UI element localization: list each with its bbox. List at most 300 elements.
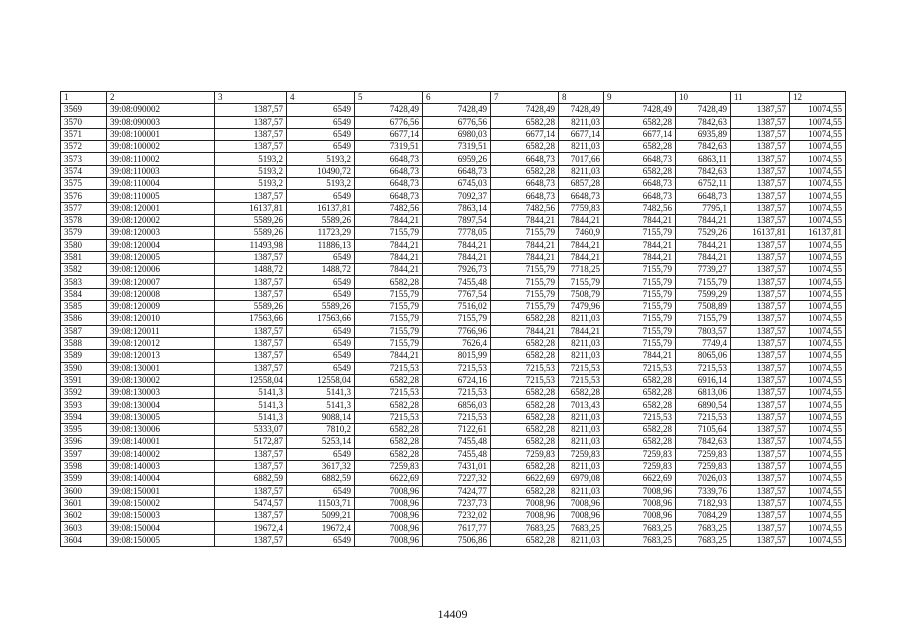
value-cell: 1387,57 (215, 362, 287, 374)
value-cell: 7428,49 (604, 104, 676, 116)
value-cell: 7215,53 (559, 374, 604, 386)
value-cell: 5589,26 (215, 301, 287, 313)
row-number-cell: 3593 (61, 399, 107, 411)
row-number-cell: 3586 (61, 313, 107, 325)
value-cell: 6549 (287, 190, 355, 202)
value-cell: 7227,32 (423, 473, 491, 485)
cadastral-number-cell: 39:08:100002 (107, 141, 215, 153)
row-number-cell: 3589 (61, 350, 107, 362)
value-cell: 5589,26 (215, 214, 287, 226)
value-cell: 1387,57 (731, 399, 790, 411)
value-cell: 6582,28 (491, 424, 559, 436)
row-number-cell: 3604 (61, 534, 107, 546)
value-cell: 5172,87 (215, 436, 287, 448)
value-cell: 7259,83 (355, 460, 423, 472)
value-cell: 1387,57 (731, 510, 790, 522)
value-cell: 7778,05 (423, 227, 491, 239)
value-cell: 7516,02 (423, 301, 491, 313)
value-cell: 16137,81 (287, 202, 355, 214)
row-number-cell: 3581 (61, 251, 107, 263)
value-cell: 10490,72 (287, 165, 355, 177)
row-number-cell: 3574 (61, 165, 107, 177)
cadastral-number-cell: 39:08:140001 (107, 436, 215, 448)
row-number-cell: 3570 (61, 116, 107, 128)
value-cell: 6582,28 (355, 399, 423, 411)
cadastral-number-cell: 39:08:130006 (107, 424, 215, 436)
value-cell: 7215,53 (604, 362, 676, 374)
table-row (61, 337, 846, 349)
value-cell: 7844,21 (676, 239, 731, 251)
cadastral-number-cell: 39:08:150004 (107, 522, 215, 534)
value-cell: 6582,28 (355, 374, 423, 386)
value-cell: 17563,66 (215, 313, 287, 325)
value-cell: 7339,76 (676, 485, 731, 497)
table-row (61, 165, 846, 177)
value-cell: 7155,79 (491, 301, 559, 313)
row-number-cell: 3598 (61, 460, 107, 472)
value-cell: 6582,28 (604, 399, 676, 411)
value-cell: 6582,28 (604, 387, 676, 399)
value-cell: 6582,28 (604, 424, 676, 436)
cadastral-number-cell: 39:08:120011 (107, 325, 215, 337)
value-cell: 6549 (287, 325, 355, 337)
value-cell: 10074,55 (790, 337, 846, 349)
cadastral-number-cell: 39:08:130002 (107, 374, 215, 386)
value-cell: 6549 (287, 448, 355, 460)
value-cell: 6776,56 (355, 116, 423, 128)
value-cell: 7844,21 (423, 251, 491, 263)
value-cell: 10074,55 (790, 534, 846, 546)
value-cell: 1387,57 (731, 424, 790, 436)
value-cell: 1387,57 (215, 337, 287, 349)
value-cell: 8211,03 (559, 460, 604, 472)
value-cell: 6677,14 (491, 128, 559, 140)
value-cell: 7455,48 (423, 436, 491, 448)
value-cell: 9088,14 (287, 411, 355, 423)
value-cell: 11886,13 (287, 239, 355, 251)
value-cell: 7739,27 (676, 264, 731, 276)
row-number-cell: 3597 (61, 448, 107, 460)
row-number-cell: 3591 (61, 374, 107, 386)
value-cell: 7259,83 (491, 448, 559, 460)
value-cell: 1387,57 (731, 325, 790, 337)
value-cell: 6648,73 (604, 178, 676, 190)
value-cell: 1387,57 (731, 337, 790, 349)
table-row (61, 239, 846, 251)
value-cell: 10074,55 (790, 116, 846, 128)
value-cell: 7844,21 (604, 251, 676, 263)
value-cell: 1387,57 (215, 116, 287, 128)
value-cell: 7766,96 (423, 325, 491, 337)
value-cell: 7844,21 (559, 325, 604, 337)
value-cell: 1387,57 (731, 104, 790, 116)
value-cell: 6677,14 (355, 128, 423, 140)
value-cell: 6622,69 (355, 473, 423, 485)
value-cell: 6549 (287, 534, 355, 546)
value-cell: 6677,14 (559, 128, 604, 140)
row-number-cell: 3573 (61, 153, 107, 165)
value-cell: 6582,28 (491, 399, 559, 411)
value-cell: 10074,55 (790, 460, 846, 472)
table-row (61, 276, 846, 288)
cadastral-number-cell: 39:08:120007 (107, 276, 215, 288)
value-cell: 7844,21 (604, 350, 676, 362)
value-cell: 7599,29 (676, 288, 731, 300)
value-cell: 7008,96 (604, 510, 676, 522)
value-cell: 10074,55 (790, 202, 846, 214)
table-row (61, 104, 846, 116)
value-cell: 6549 (287, 337, 355, 349)
value-cell: 6549 (287, 141, 355, 153)
value-cell: 7008,96 (355, 497, 423, 509)
value-cell: 10074,55 (790, 497, 846, 509)
value-cell: 8211,03 (559, 411, 604, 423)
value-cell: 7795,1 (676, 202, 731, 214)
value-cell: 6582,28 (491, 436, 559, 448)
value-cell: 1387,57 (731, 387, 790, 399)
value-cell: 1387,57 (731, 128, 790, 140)
value-cell: 6648,73 (355, 178, 423, 190)
value-cell: 6882,59 (287, 473, 355, 485)
value-cell: 10074,55 (790, 165, 846, 177)
cadastral-number-cell: 39:08:120002 (107, 214, 215, 226)
cadastral-number-cell: 39:08:130003 (107, 387, 215, 399)
value-cell: 10074,55 (790, 190, 846, 202)
value-cell: 1387,57 (731, 153, 790, 165)
value-cell: 5193,2 (287, 178, 355, 190)
value-cell: 1387,57 (215, 485, 287, 497)
value-cell: 7897,54 (423, 214, 491, 226)
table-row (61, 350, 846, 362)
value-cell: 7844,21 (355, 264, 423, 276)
value-cell: 10074,55 (790, 104, 846, 116)
value-cell: 10074,55 (790, 141, 846, 153)
value-cell: 1387,57 (731, 374, 790, 386)
cadastral-number-cell: 39:08:110002 (107, 153, 215, 165)
value-cell: 1387,57 (731, 522, 790, 534)
value-cell: 7508,79 (559, 288, 604, 300)
value-cell: 6582,28 (491, 534, 559, 546)
value-cell: 7155,79 (604, 337, 676, 349)
value-cell: 6549 (287, 288, 355, 300)
column-header: 4 (287, 92, 355, 104)
row-number-cell: 3588 (61, 337, 107, 349)
value-cell: 1387,57 (731, 411, 790, 423)
row-number-cell: 3571 (61, 128, 107, 140)
row-number-cell: 3569 (61, 104, 107, 116)
table-row (61, 128, 846, 140)
value-cell: 10074,55 (790, 153, 846, 165)
value-cell: 7155,79 (604, 264, 676, 276)
cadastral-number-cell: 39:08:120010 (107, 313, 215, 325)
row-number-cell: 3585 (61, 301, 107, 313)
value-cell: 7215,53 (604, 411, 676, 423)
cadastral-number-cell: 39:08:090003 (107, 116, 215, 128)
value-cell: 6549 (287, 104, 355, 116)
value-cell: 8211,03 (559, 534, 604, 546)
value-cell: 7008,96 (355, 485, 423, 497)
table-row (61, 436, 846, 448)
value-cell: 7428,49 (559, 104, 604, 116)
value-cell: 1387,57 (215, 276, 287, 288)
value-cell: 1387,57 (731, 165, 790, 177)
cadastral-number-cell: 39:08:150005 (107, 534, 215, 546)
cadastral-number-cell: 39:08:120004 (107, 239, 215, 251)
value-cell: 7259,83 (604, 460, 676, 472)
value-cell: 7626,4 (423, 337, 491, 349)
value-cell: 7155,79 (604, 301, 676, 313)
row-number-cell: 3572 (61, 141, 107, 153)
row-number-cell: 3603 (61, 522, 107, 534)
cadastral-number-cell: 39:08:120013 (107, 350, 215, 362)
value-cell: 6857,28 (559, 178, 604, 190)
value-cell: 5141,3 (215, 399, 287, 411)
value-cell: 8211,03 (559, 350, 604, 362)
value-cell: 12558,04 (287, 374, 355, 386)
table-row (61, 313, 846, 325)
value-cell: 1387,57 (215, 460, 287, 472)
value-cell: 5193,2 (215, 178, 287, 190)
value-cell: 6582,28 (604, 165, 676, 177)
value-cell: 10074,55 (790, 473, 846, 485)
value-cell: 7844,21 (491, 325, 559, 337)
value-cell: 6582,28 (604, 141, 676, 153)
column-header: 12 (790, 92, 846, 104)
value-cell: 6549 (287, 251, 355, 263)
value-cell: 7105,64 (676, 424, 731, 436)
value-cell: 10074,55 (790, 301, 846, 313)
table-row (61, 153, 846, 165)
table-row (61, 497, 846, 509)
table-row (61, 301, 846, 313)
value-cell: 16137,81 (790, 227, 846, 239)
value-cell: 7008,96 (355, 510, 423, 522)
value-cell: 1387,57 (215, 251, 287, 263)
value-cell: 7008,96 (559, 497, 604, 509)
value-cell: 5141,3 (215, 387, 287, 399)
value-cell: 1387,57 (215, 350, 287, 362)
row-number-cell: 3582 (61, 264, 107, 276)
value-cell: 1387,57 (731, 460, 790, 472)
value-cell: 7155,79 (355, 325, 423, 337)
value-cell: 7017,66 (559, 153, 604, 165)
value-cell: 7155,79 (676, 313, 731, 325)
value-cell: 7155,79 (423, 313, 491, 325)
value-cell: 7155,79 (355, 227, 423, 239)
table-body (61, 92, 846, 547)
value-cell: 7155,79 (355, 301, 423, 313)
table-row (61, 374, 846, 386)
value-cell: 6856,03 (423, 399, 491, 411)
value-cell: 8211,03 (559, 116, 604, 128)
cadastral-number-cell: 39:08:120005 (107, 251, 215, 263)
table-row (61, 460, 846, 472)
value-cell: 7259,83 (676, 448, 731, 460)
value-cell: 6549 (287, 116, 355, 128)
value-cell: 7424,77 (423, 485, 491, 497)
column-header: 7 (491, 92, 559, 104)
value-cell: 7215,53 (491, 362, 559, 374)
value-cell: 6582,28 (491, 387, 559, 399)
value-cell: 7428,49 (355, 104, 423, 116)
value-cell: 10074,55 (790, 387, 846, 399)
value-cell: 11493,98 (215, 239, 287, 251)
value-cell: 10074,55 (790, 128, 846, 140)
value-cell: 1387,57 (215, 141, 287, 153)
value-cell: 7482,56 (604, 202, 676, 214)
cadastral-number-cell: 39:08:120006 (107, 264, 215, 276)
value-cell: 6549 (287, 276, 355, 288)
value-cell: 8211,03 (559, 337, 604, 349)
value-cell: 6582,28 (604, 116, 676, 128)
value-cell: 6582,28 (604, 436, 676, 448)
value-cell: 6776,56 (423, 116, 491, 128)
value-cell: 10074,55 (790, 251, 846, 263)
value-cell: 7155,79 (604, 276, 676, 288)
value-cell: 1387,57 (731, 448, 790, 460)
value-cell: 7319,51 (423, 141, 491, 153)
value-cell: 6935,89 (676, 128, 731, 140)
value-cell: 7008,96 (604, 497, 676, 509)
value-cell: 7683,25 (604, 534, 676, 546)
value-cell: 5474,57 (215, 497, 287, 509)
row-number-cell: 3578 (61, 214, 107, 226)
value-cell: 7026,03 (676, 473, 731, 485)
cadastral-number-cell: 39:08:150001 (107, 485, 215, 497)
column-header: 9 (604, 92, 676, 104)
value-cell: 7155,79 (604, 288, 676, 300)
value-cell: 6745,03 (423, 178, 491, 190)
value-cell: 6549 (287, 128, 355, 140)
value-cell: 6582,28 (491, 350, 559, 362)
value-cell: 6648,73 (491, 178, 559, 190)
value-cell: 5589,26 (215, 227, 287, 239)
value-cell: 1387,57 (731, 362, 790, 374)
value-cell: 7008,96 (355, 534, 423, 546)
value-cell: 10074,55 (790, 399, 846, 411)
cadastral-number-cell: 39:08:130001 (107, 362, 215, 374)
cadastral-number-cell: 39:08:140003 (107, 460, 215, 472)
value-cell: 6648,73 (355, 153, 423, 165)
value-cell: 7842,63 (676, 165, 731, 177)
value-cell: 7215,53 (559, 362, 604, 374)
value-cell: 7844,21 (676, 251, 731, 263)
value-cell: 6582,28 (491, 116, 559, 128)
value-cell: 6549 (287, 362, 355, 374)
value-cell: 6648,73 (676, 190, 731, 202)
value-cell: 6648,73 (559, 190, 604, 202)
value-cell: 7844,21 (355, 239, 423, 251)
value-cell: 7479,96 (559, 301, 604, 313)
value-cell: 5589,26 (287, 214, 355, 226)
value-cell: 6979,08 (559, 473, 604, 485)
value-cell: 10074,55 (790, 239, 846, 251)
value-cell: 7844,21 (559, 214, 604, 226)
value-cell: 6648,73 (491, 190, 559, 202)
row-number-cell: 3580 (61, 239, 107, 251)
value-cell: 7844,21 (676, 214, 731, 226)
cadastral-number-cell: 39:08:110005 (107, 190, 215, 202)
value-cell: 7155,79 (355, 337, 423, 349)
value-cell: 6549 (287, 485, 355, 497)
value-cell: 1387,57 (731, 534, 790, 546)
table-row (61, 522, 846, 534)
value-cell: 7617,77 (423, 522, 491, 534)
value-cell: 6582,28 (491, 460, 559, 472)
value-cell: 7155,79 (604, 313, 676, 325)
value-cell: 7844,21 (491, 214, 559, 226)
value-cell: 1387,57 (731, 190, 790, 202)
table-row (61, 227, 846, 239)
value-cell: 8015,99 (423, 350, 491, 362)
value-cell: 7215,53 (676, 362, 731, 374)
row-number-cell: 3596 (61, 436, 107, 448)
value-cell: 1387,57 (215, 104, 287, 116)
value-cell: 5193,2 (287, 153, 355, 165)
value-cell: 7155,79 (491, 276, 559, 288)
value-cell: 7529,26 (676, 227, 731, 239)
row-number-cell: 3587 (61, 325, 107, 337)
value-cell: 10074,55 (790, 178, 846, 190)
value-cell: 1387,57 (731, 214, 790, 226)
value-cell: 1387,57 (731, 264, 790, 276)
value-cell: 7767,54 (423, 288, 491, 300)
value-cell: 1387,57 (731, 251, 790, 263)
value-cell: 7431,01 (423, 460, 491, 472)
value-cell: 6648,73 (491, 153, 559, 165)
data-table (60, 91, 846, 547)
value-cell: 7455,48 (423, 448, 491, 460)
value-cell: 1387,57 (731, 485, 790, 497)
value-cell: 7237,73 (423, 497, 491, 509)
value-cell: 7844,21 (355, 214, 423, 226)
value-cell: 6582,28 (491, 485, 559, 497)
value-cell: 17563,66 (287, 313, 355, 325)
value-cell: 7215,53 (423, 411, 491, 423)
value-cell: 7683,25 (676, 522, 731, 534)
row-number-cell: 3599 (61, 473, 107, 485)
value-cell: 7844,21 (355, 251, 423, 263)
value-cell: 7844,21 (559, 239, 604, 251)
value-cell: 7844,21 (604, 214, 676, 226)
value-cell: 6648,73 (604, 190, 676, 202)
row-number-cell: 3579 (61, 227, 107, 239)
cadastral-number-cell: 39:08:120008 (107, 288, 215, 300)
cadastral-number-cell: 39:08:120001 (107, 202, 215, 214)
value-cell: 7844,21 (559, 251, 604, 263)
value-cell: 10074,55 (790, 374, 846, 386)
value-cell: 8211,03 (559, 141, 604, 153)
value-cell: 7842,63 (676, 116, 731, 128)
value-cell: 1387,57 (731, 276, 790, 288)
value-cell: 7259,83 (559, 448, 604, 460)
row-number-cell: 3602 (61, 510, 107, 522)
value-cell: 6549 (287, 350, 355, 362)
value-cell: 5141,3 (287, 399, 355, 411)
row-number-cell: 3595 (61, 424, 107, 436)
value-cell: 10074,55 (790, 522, 846, 534)
row-number-cell: 3577 (61, 202, 107, 214)
table-row (61, 190, 846, 202)
table-row (61, 399, 846, 411)
cadastral-number-cell: 39:08:150002 (107, 497, 215, 509)
value-cell: 6677,14 (604, 128, 676, 140)
value-cell: 10074,55 (790, 510, 846, 522)
cadastral-number-cell: 39:08:120009 (107, 301, 215, 313)
value-cell: 7013,43 (559, 399, 604, 411)
value-cell: 6916,14 (676, 374, 731, 386)
table-row (61, 116, 846, 128)
